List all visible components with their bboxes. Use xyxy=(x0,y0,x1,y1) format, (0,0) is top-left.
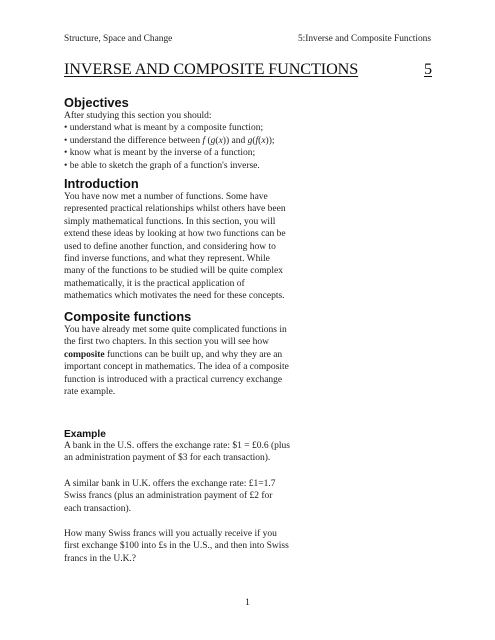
paragraph-gap xyxy=(64,515,344,528)
intro-line: many of the functions to be studied will be quite complex xyxy=(64,266,283,277)
composite-line: function is introduced with a practical currency exchange xyxy=(64,374,283,385)
chapter-number: 5 xyxy=(424,60,432,78)
composite-line: rate example. xyxy=(64,387,116,398)
intro-line: mathematically, it is the practical application of xyxy=(64,278,245,289)
objectives-heading: Objectives xyxy=(64,95,129,110)
example-line: How many Swiss francs will you actually receive if you xyxy=(64,529,277,540)
introduction-section xyxy=(64,176,344,303)
composite-line xyxy=(64,349,344,361)
composite-line-rest: functions can be built up, and why they are an xyxy=(104,349,283,360)
paragraph-gap xyxy=(64,465,344,478)
introduction-heading: Introduction xyxy=(64,176,139,191)
objective-item: • be able to sketch the graph of a function's inverse. xyxy=(64,160,344,172)
objectives-list xyxy=(64,122,344,172)
composite-heading: Composite functions xyxy=(64,309,192,324)
intro-line: You have now met a number of functions. Some have xyxy=(64,192,268,202)
example-line: first exchange $100 into £s in the U.S., and then into Swiss xyxy=(64,541,289,552)
intro-line: find inverse functions, and what they represent. While xyxy=(64,254,270,265)
objectives-section xyxy=(64,95,344,172)
composite-line: the first two chapters. In this section you will see how xyxy=(64,337,270,348)
header-right: 5:Inverse and Composite Functions xyxy=(297,34,431,44)
example-line: Swiss francs (plus an administration payment of £2 for xyxy=(64,491,273,502)
objective-item: • know what is meant by the inverse of a function; xyxy=(64,147,344,159)
intro-line: extend these ideas by looking at how two functions can be xyxy=(64,229,286,240)
objectives-intro: After studying this section you should: xyxy=(64,111,212,121)
example-line: an administration payment of $3 for each transaction). xyxy=(64,453,271,464)
example-line: each transaction). xyxy=(64,503,131,514)
example-line: A similar bank in U.K. offers the exchange rate: £1=1.7 xyxy=(64,478,276,489)
intro-line: mathematics which motivates the need for these concepts. xyxy=(64,291,285,302)
example-line: A bank in the U.S. offers the exchange rate: $1 = £0.6 (plus xyxy=(64,441,291,451)
example-heading: Example xyxy=(64,429,106,440)
composite-line: You have already met some quite complicated functions in xyxy=(64,325,287,335)
chapter-title xyxy=(64,60,432,79)
example-section xyxy=(64,429,344,565)
running-header xyxy=(64,34,431,44)
chapter-title-text: INVERSE AND COMPOSITE FUNCTIONS xyxy=(64,60,359,78)
intro-line: simply mathematical functions. In this section, you will xyxy=(64,216,276,227)
page-number: 1 xyxy=(245,598,250,608)
composite-line: important concept in mathematics. The idea of a composite xyxy=(64,362,289,373)
objective-item: • understand the difference between f (g(x)) and g(f(x)); xyxy=(64,135,344,147)
intro-line: used to define another function, and considering how to xyxy=(64,241,276,252)
composite-keyword: composite xyxy=(64,349,105,360)
example-line: francs in the U.K.? xyxy=(64,553,137,564)
composite-section xyxy=(64,309,344,398)
objective-item: • understand what is meant by a composite function; xyxy=(64,122,344,134)
header-left: Structure, Space and Change xyxy=(64,34,173,44)
intro-line: represented practical relationships whilst others have been xyxy=(64,204,286,215)
